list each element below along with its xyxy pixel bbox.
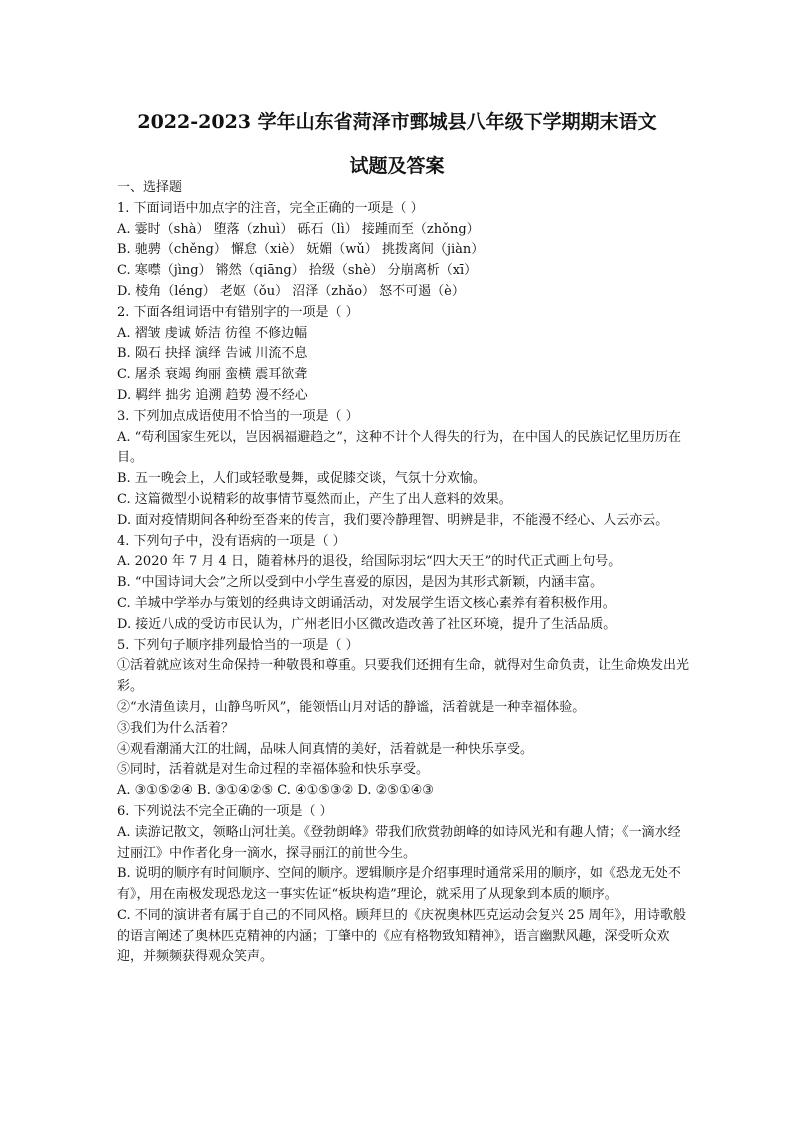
- q6-option-a: A. 读游记散文，领略山河壮美。《登勃朗峰》带我们欣赏勃朗峰的如诗风光和有趣人情；《一滴水经过丽江》中作者化身一滴水，探寻丽江的前世今生。: [117, 824, 681, 861]
- q4-option-a: A. 2020 年 7 月 4 日，随着林丹的退役，给国际羽坛“四大天王”的时代正式画上句号。: [117, 554, 622, 570]
- q3-option-c: C. 这篇微型小说精彩的故事情节戛然而止，产生了出人意料的效果。: [117, 491, 512, 507]
- q4-option-b: B. “中国诗词大会”之所以受到中小学生喜爱的原因，是因为其形式新颖，内涵丰富。: [117, 575, 604, 591]
- q2-option-a: A. 褶皱 虔诚 娇洁 彷徨 不修边幅: [117, 325, 308, 341]
- q5-sentence-2: ②“水清鱼读月，山静鸟听风”，能领悟山月对话的静谧，活着就是一种幸福体验。: [117, 699, 586, 715]
- title-line-1: 2022-2023 学年山东省菏泽市鄄城县八年级下学期期末语文: [137, 111, 657, 133]
- question-2: 2. 下面各组词语中有错别字的一项是（ ）: [117, 304, 359, 320]
- q2-option-b: B. 陨石 抉择 演绎 告诫 川流不息: [117, 346, 308, 362]
- q4-option-c: C. 羊城中学举办与策划的经典诗文朗诵活动，对发展学生语文核心素养有着积极作用。: [117, 595, 616, 611]
- document-title: [60, 100, 734, 188]
- q2-option-c: C. 屠杀 衰竭 绚丽 蛮横 震耳欲聋: [117, 367, 308, 383]
- q1-option-d: D. 棱角（léng） 老妪（ǒu） 沼泽（zhǎo） 怒不可遏（è）: [117, 283, 465, 299]
- q5-sentence-5: ⑤同时，活着就是对生命过程的幸福体验和快乐享受。: [117, 762, 430, 778]
- question-6: 6. 下列说法不完全正确的一项是（ ）: [117, 803, 333, 819]
- q6-option-c: C. 不同的演讲者有属于自己的不同风格。顾拜旦的《庆祝奥林匹克运动会复兴 25 周年》，用诗歌般的语言阐述了奥林匹克精神的内涵；丁肇中的《应有格物致知精神》，语言幽默风趣，深受听众欢迎，并频频获得观众笑声。: [117, 907, 687, 965]
- q5-sentence-3: ③我们为什么活着？: [117, 720, 235, 736]
- q6-option-b: B. 说明的顺序有时间顺序、空间的顺序。逻辑顺序是介绍事理时通常采用的顺序，如《恐龙无处不有》，用在南极发现恐龙这一事实佐证“板块构造”理论，就采用了从现象到本质的顺序。: [117, 866, 681, 903]
- q1-option-b: B. 驰骋（chěng） 懈怠（xiè） 妩媚（wǔ） 挑拨离间（jiàn）: [117, 242, 485, 258]
- q5-sentence-4: ④观看潮涌大江的壮阔，品味人间真情的美好，活着就是一种快乐享受。: [117, 741, 534, 757]
- question-1: 1. 下面词语中加点字的注音，完全正确的一项是（ ）: [117, 200, 424, 216]
- q1-option-a: A. 霎时（shà） 堕落（zhuì） 砾石（lì） 接踵而至（zhǒng）: [117, 221, 480, 237]
- section-heading: 一、选择题: [117, 180, 183, 195]
- q5-sentence-1: ①活着就应该对生命保持一种敬畏和尊重。只要我们还拥有生命，就得对生命负责，让生命焕发出光彩。: [117, 658, 690, 695]
- question-3: 3. 下列加点成语使用不恰当的一项是（ ）: [117, 408, 359, 424]
- q3-option-b: B. 五一晚会上，人们或轻歌曼舞，或促膝交谈，气氛十分欢愉。: [117, 471, 486, 487]
- document-body: [117, 178, 689, 968]
- q5-options: A. ③①⑤②④ B. ③①④②⑤ C. ④①⑤③② D. ②⑤①④③: [117, 783, 434, 799]
- q2-option-d: D. 羁绊 拙劣 追溯 趋势 漫不经心: [117, 387, 308, 403]
- q3-option-a: A. “苟利国家生死以，岂因祸福避趋之”，这种不计个人得失的行为，在中国人的民族记忆里历历在目。: [117, 429, 681, 466]
- question-4: 4. 下列句子中，没有语病的一项是（ ）: [117, 533, 346, 549]
- q1-option-c: C. 寒噤（jìng） 锵然（qiāng） 拾级（shè） 分崩离析（xī）: [117, 263, 478, 279]
- q4-option-d: D. 接近八成的受访市民认为，广州老旧小区微改造改善了社区环境，提升了生活品质。: [117, 616, 617, 632]
- title-line-2: 试题及答案: [349, 155, 445, 177]
- question-5: 5. 下列句子顺序排列最恰当的一项是（ ）: [117, 637, 359, 653]
- q3-option-d: D. 面对疫情期间各种纷至沓来的传言，我们要冷静理智、明辨是非，不能漫不经心、人云亦云。: [117, 512, 669, 528]
